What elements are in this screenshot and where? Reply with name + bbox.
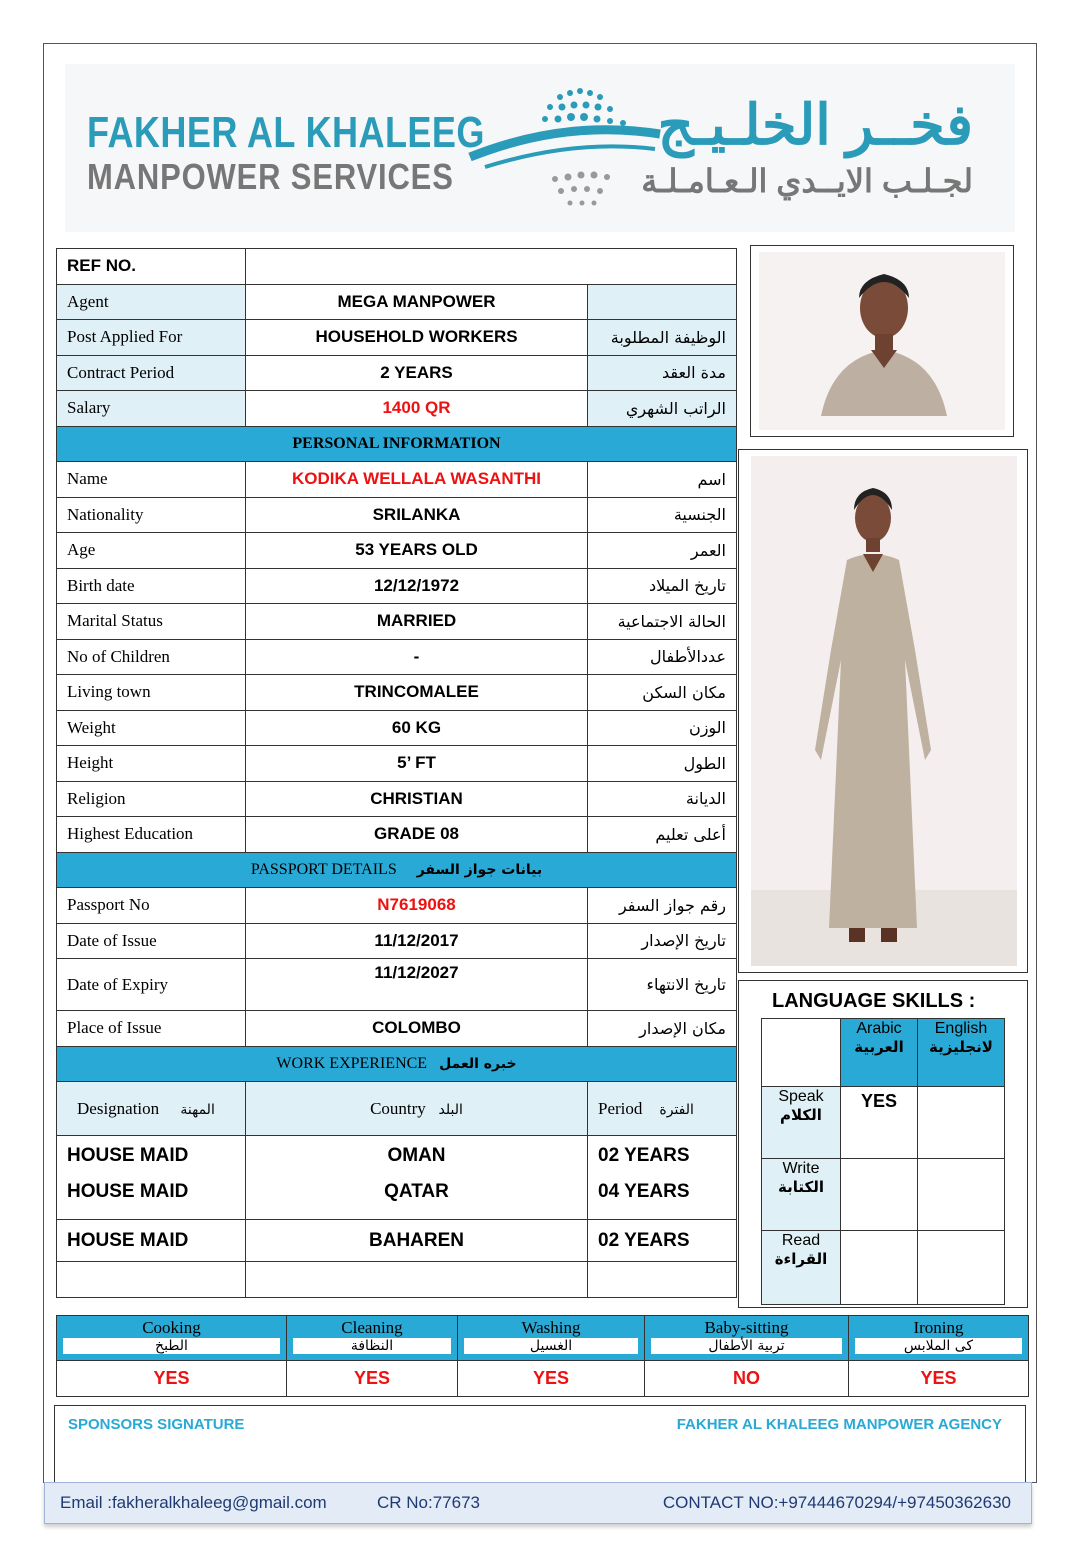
skill-name-ar: الغسيل — [464, 1338, 638, 1354]
place-value: COLOMBO — [246, 1011, 588, 1047]
col-designation-ar: المهنة — [180, 1101, 215, 1118]
work-title-en: WORK EXPERIENCE — [276, 1054, 428, 1072]
arabic-header-en: Arabic — [856, 1020, 902, 1037]
birth-value: 12/12/1972 — [246, 568, 588, 604]
name-value: KODIKA WELLALA WASANTHI — [246, 462, 588, 498]
portrait-photo — [750, 245, 1014, 437]
place-row — [57, 1011, 737, 1047]
arabic-header — [841, 1019, 918, 1087]
skill-header — [849, 1316, 1029, 1361]
personal-info-header — [57, 426, 737, 462]
issue-label-ar: تاريخ الإصدار — [588, 923, 737, 959]
marital-row — [57, 604, 737, 640]
salary-value: 1400 QR — [246, 391, 588, 427]
col-period-en: Period — [598, 1098, 643, 1118]
read-row — [762, 1231, 1005, 1305]
age-value: 53 YEARS OLD — [246, 533, 588, 569]
col-country-ar: البلد — [438, 1101, 463, 1118]
skill-answer: YES — [458, 1361, 645, 1397]
salary-row — [57, 391, 737, 427]
skill-header — [645, 1316, 849, 1361]
town-label: Living town — [57, 675, 246, 711]
birth-label-ar: تاريخ الميلاد — [588, 568, 737, 604]
col-designation-en: Designation — [77, 1098, 160, 1118]
skill-name-en: Baby-sitting — [704, 1318, 789, 1337]
speak-row — [762, 1087, 1005, 1159]
work-title-ar: خبره العمل — [439, 1055, 517, 1072]
work-row — [57, 1220, 737, 1262]
skill-header — [287, 1316, 458, 1361]
weight-label: Weight — [57, 710, 246, 746]
write-label — [762, 1159, 841, 1231]
footer-contact: CONTACT NO:+97444670294/+97450362630 — [662, 1493, 1011, 1512]
write-label-en: Write — [782, 1160, 820, 1177]
application-table — [56, 248, 737, 1298]
expiry-value: 11/12/2027 — [246, 959, 588, 1011]
passport-title-ar: بيانات جواز السفر — [416, 861, 543, 878]
issue-label: Date of Issue — [57, 923, 246, 959]
post-label: Post Applied For — [57, 320, 246, 356]
english-header — [918, 1019, 1005, 1087]
children-row — [57, 639, 737, 675]
language-header-row — [762, 1019, 1005, 1087]
write-arabic-value — [841, 1159, 918, 1231]
name-row — [57, 462, 737, 498]
skill-name-en: Cleaning — [341, 1318, 403, 1337]
contract-value: 2 YEARS — [246, 355, 588, 391]
write-english-value — [918, 1159, 1005, 1231]
ref-label: REF NO. — [57, 249, 246, 285]
passport-no-label-ar: رقم جواز السفر — [588, 888, 737, 924]
work-columns-row — [57, 1082, 737, 1136]
read-label — [762, 1231, 841, 1305]
english-header-en: English — [934, 1020, 988, 1037]
education-value: GRADE 08 — [246, 817, 588, 853]
town-value: TRINCOMALEE — [246, 675, 588, 711]
col-country-en: Country — [370, 1098, 426, 1118]
english-header-ar: لانجليزية — [929, 1038, 993, 1056]
speak-label-ar: الكلام — [780, 1106, 822, 1124]
footer-email: Email :fakheralkhaleeg@gmail.com — [60, 1493, 327, 1512]
children-value: - — [246, 639, 588, 675]
weight-label-ar: الوزن — [588, 710, 737, 746]
age-row — [57, 533, 737, 569]
marital-value: MARRIED — [246, 604, 588, 640]
write-row — [762, 1159, 1005, 1231]
work-period: 04 YEARS — [588, 1177, 737, 1220]
skills-answer-row — [57, 1361, 1029, 1397]
read-label-ar: القراءة — [774, 1250, 828, 1268]
contract-row — [57, 355, 737, 391]
work-designation: HOUSE MAID — [57, 1177, 246, 1220]
contract-label-ar: مدة العقد — [588, 355, 737, 391]
religion-label: Religion — [57, 781, 246, 817]
expiry-label-ar: تاريخ الانتهاء — [588, 959, 737, 1011]
passport-no-row — [57, 888, 737, 924]
work-header — [57, 1046, 737, 1082]
read-arabic-value — [841, 1231, 918, 1305]
col-designation — [57, 1082, 246, 1136]
name-label: Name — [57, 462, 246, 498]
skill-answer: YES — [849, 1361, 1029, 1397]
footer-bar — [44, 1482, 1032, 1524]
skill-header — [458, 1316, 645, 1361]
work-row — [57, 1177, 737, 1220]
education-label-ar: أعلى تعليم — [588, 817, 737, 853]
expiry-label: Date of Expiry — [57, 959, 246, 1011]
arabic-header-ar: العربية — [854, 1038, 904, 1056]
post-row — [57, 320, 737, 356]
col-period — [588, 1082, 737, 1136]
weight-row — [57, 710, 737, 746]
language-skills-table — [761, 1018, 1005, 1305]
work-country: BAHAREN — [246, 1220, 588, 1262]
skill-name-ar: تربية الأطفال — [651, 1338, 842, 1354]
issue-row — [57, 923, 737, 959]
work-period: 02 YEARS — [588, 1220, 737, 1262]
skill-name-ar: الطبخ — [63, 1338, 280, 1354]
salary-label: Salary — [57, 391, 246, 427]
expiry-row — [57, 959, 737, 1011]
education-label: Highest Education — [57, 817, 246, 853]
passport-no-label: Passport No — [57, 888, 246, 924]
speak-english-value — [918, 1087, 1005, 1159]
skill-name-ar: كى الملابس — [855, 1338, 1022, 1354]
work-empty-cell — [57, 1262, 246, 1298]
work-empty-cell — [588, 1262, 737, 1298]
work-designation: HOUSE MAID — [57, 1220, 246, 1262]
passport-title-en: PASSPORT DETAILS — [250, 860, 397, 878]
work-period: 02 YEARS — [588, 1136, 737, 1177]
town-row — [57, 675, 737, 711]
marital-label-ar: الحالة الاجتماعية — [588, 604, 737, 640]
brand-name-ar: فخــر الخلـيـج — [657, 93, 973, 156]
skill-answer: NO — [645, 1361, 849, 1397]
brand-name-en: FAKHER AL KHALEEG — [87, 108, 485, 157]
religion-row — [57, 781, 737, 817]
agent-value: MEGA MANPOWER — [246, 284, 588, 320]
skill-answer: YES — [287, 1361, 458, 1397]
age-label-ar: العمر — [588, 533, 737, 569]
company-logo-icon — [465, 79, 665, 219]
place-label-ar: مكان الإصدار — [588, 1011, 737, 1047]
portrait-person-icon — [751, 246, 1013, 436]
children-label: No of Children — [57, 639, 246, 675]
name-label-ar: اسم — [588, 462, 737, 498]
passport-title — [57, 852, 737, 888]
work-designation: HOUSE MAID — [57, 1136, 246, 1177]
ref-value — [246, 249, 737, 285]
read-label-en: Read — [781, 1232, 821, 1249]
speak-label-en: Speak — [778, 1088, 824, 1105]
weight-value: 60 KG — [246, 710, 588, 746]
letterhead — [65, 64, 1015, 232]
read-english-value — [918, 1231, 1005, 1305]
post-value: HOUSEHOLD WORKERS — [246, 320, 588, 356]
work-row-empty — [57, 1262, 737, 1298]
town-label-ar: مكان السكن — [588, 675, 737, 711]
salary-label-ar: الراتب الشهري — [588, 391, 737, 427]
birth-label: Birth date — [57, 568, 246, 604]
work-country: QATAR — [246, 1177, 588, 1220]
full-body-photo — [738, 449, 1028, 973]
agent-label: Agent — [57, 284, 246, 320]
full-body-person-icon — [739, 450, 1027, 972]
height-value: 5’ FT — [246, 746, 588, 782]
issue-value: 11/12/2017 — [246, 923, 588, 959]
work-country: OMAN — [246, 1136, 588, 1177]
col-period-ar: الفترة — [659, 1101, 694, 1118]
nationality-value: SRILANKA — [246, 497, 588, 533]
speak-arabic-value: YES — [841, 1087, 918, 1159]
place-label: Place of Issue — [57, 1011, 246, 1047]
skill-name-en: Cooking — [142, 1318, 201, 1337]
brand-subtitle-ar: لجـلـب الايــدي الـعـامـلـة — [641, 163, 973, 199]
agent-label-ar — [588, 284, 737, 320]
col-country — [246, 1082, 588, 1136]
marital-label: Marital Status — [57, 604, 246, 640]
post-label-ar: الوظيفة المطلوبة — [588, 320, 737, 356]
agent-row — [57, 284, 737, 320]
passport-no-value: N7619068 — [246, 888, 588, 924]
write-label-ar: الكتابة — [778, 1178, 824, 1196]
work-title — [57, 1046, 737, 1082]
height-label-ar: الطول — [588, 746, 737, 782]
height-row — [57, 746, 737, 782]
skill-header — [57, 1316, 287, 1361]
religion-value: CHRISTIAN — [246, 781, 588, 817]
work-empty-cell — [246, 1262, 588, 1298]
footer-cr: CR No:77673 — [377, 1493, 481, 1512]
skill-name-en: Ironing — [913, 1318, 964, 1337]
religion-label-ar: الديانة — [588, 781, 737, 817]
language-skills-title: LANGUAGE SKILLS : — [772, 990, 976, 1012]
education-row — [57, 817, 737, 853]
ref-row — [57, 249, 737, 285]
birth-row — [57, 568, 737, 604]
height-label: Height — [57, 746, 246, 782]
speak-label — [762, 1087, 841, 1159]
brand-subtitle-en: MANPOWER SERVICES — [87, 156, 454, 197]
skill-name-ar: النظافة — [293, 1338, 451, 1354]
skills-table — [56, 1315, 1029, 1397]
age-label: Age — [57, 533, 246, 569]
nationality-label-ar: الجنسية — [588, 497, 737, 533]
nationality-label: Nationality — [57, 497, 246, 533]
agency-signature-label: FAKHER AL KHALEEG MANPOWER AGENCY — [676, 1416, 1002, 1433]
skill-name-en: Washing — [521, 1318, 581, 1337]
children-label-ar: عددالأطفال — [588, 639, 737, 675]
contract-label: Contract Period — [57, 355, 246, 391]
language-corner-cell — [762, 1019, 841, 1087]
passport-header — [57, 852, 737, 888]
work-row — [57, 1136, 737, 1177]
skill-answer: YES — [57, 1361, 287, 1397]
skills-header-row — [57, 1316, 1029, 1361]
personal-info-title: PERSONAL INFORMATION — [57, 426, 737, 462]
nationality-row — [57, 497, 737, 533]
sponsor-signature-label: SPONSORS SIGNATURE — [68, 1416, 245, 1433]
